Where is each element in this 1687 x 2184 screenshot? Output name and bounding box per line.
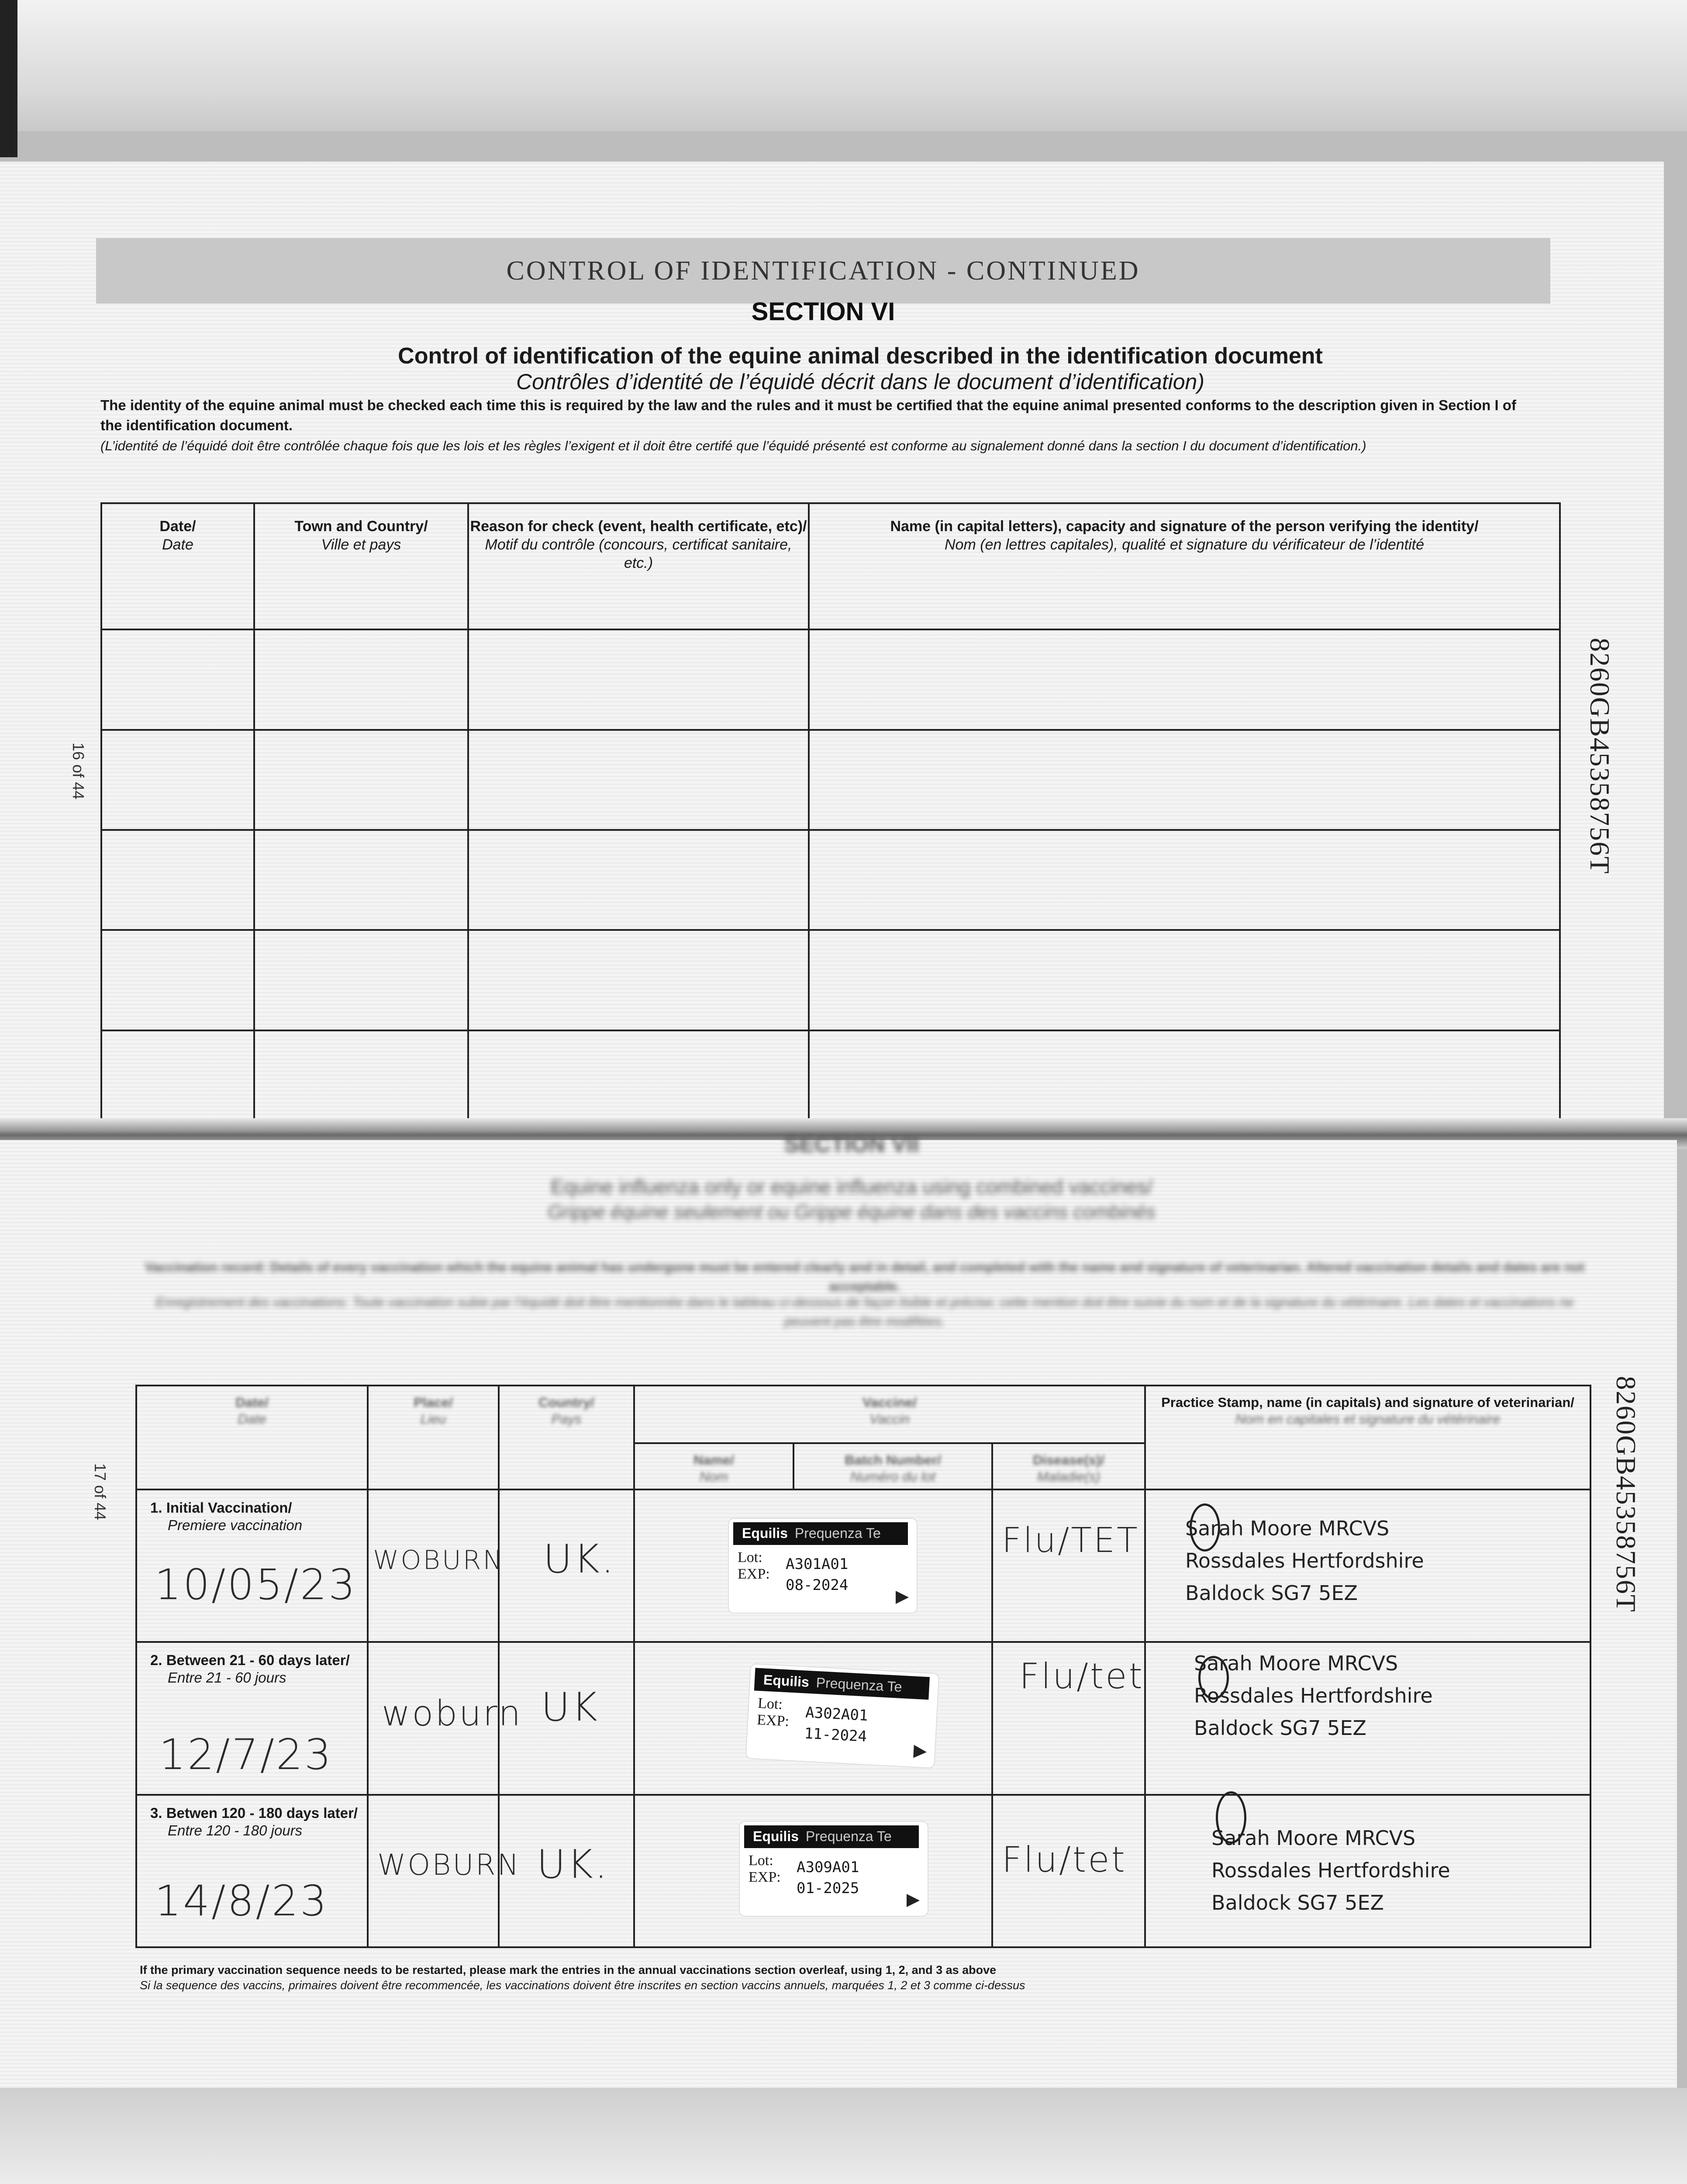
- scan-background-top: [0, 0, 1687, 131]
- vaccine-batch-sticker: Equilis Prequenza Te Lot: EXP: A302A01 11-2024: [746, 1664, 939, 1768]
- page-number-16: 16 of 44: [69, 743, 87, 800]
- batch-number: A301A01: [786, 1555, 849, 1573]
- table-row: [101, 830, 1560, 930]
- column-header-date: Date/ Date: [136, 1386, 368, 1489]
- date-cell: 1. Initial Vaccination/ Premiere vaccination 10/05/23: [136, 1489, 368, 1642]
- handwritten-place: WOBURN: [373, 1545, 504, 1576]
- date-cell: 3. Betwen 120 - 180 days later/ Entre 120 - 180 jours 14/8/23: [136, 1795, 368, 1947]
- expiry-date: 08-2024: [786, 1576, 849, 1594]
- footnote-en: If the primary vaccination sequence needs to be restarted, please mark the entries in the annual vaccinations section overleaf, using 1, 2, and 3 as above: [140, 1963, 997, 1977]
- handwritten-country: UK.: [543, 1536, 616, 1582]
- table-header-row: [101, 503, 1560, 629]
- table-row: [136, 1642, 1590, 1794]
- table-row: [101, 629, 1560, 729]
- column-header-country: Country/ Pays: [499, 1386, 634, 1489]
- column-header-reason: Reason for check (event, health certificate, etc)/ Motif du contrôle (concours, certificat sanitaire, etc.): [468, 503, 809, 629]
- section-subtitle-fr: Contrôles d’identité de l’équidé décrit dans le document d’identification): [516, 370, 1204, 394]
- vaccine-sticker-cell: [634, 1642, 992, 1794]
- handwritten-date: 12/7/23: [159, 1730, 333, 1780]
- country-cell: [499, 1489, 634, 1642]
- batch-number: A309A01: [797, 1858, 859, 1876]
- sticker-tab-icon: [913, 1745, 927, 1759]
- passport-id-code-bottom: 8260GB45358756T: [1611, 1376, 1642, 1613]
- table-row: [101, 1030, 1560, 1130]
- practice-stamp-cell: [1145, 1642, 1590, 1794]
- intro-text-fr: (L’identité de l’équidé doit être contrôlée chaque fois que les lois et les règles l’exigent et il doit être certifé que l’équidé présenté est conforme au signalement donné dans la section I du document d’identification.): [100, 438, 1366, 453]
- handwritten-disease: Flu/tet: [1002, 1839, 1127, 1880]
- handwritten-place: WOBURN: [377, 1848, 521, 1882]
- scanner-edge: [0, 0, 17, 157]
- vet-address: Baldock SG7 5EZ: [1194, 1716, 1367, 1740]
- vaccination-intro-fr: Enregistrement des vaccinations: Toute vaccination subie par l’équidé doit être mentionnée dans le tableau ci-dessous de façon lisible et précise; cette mention doit être suivie du nom et de la signature du vétérinaire. Les dates et vaccinations ne peuvent pas être modifiées.: [155, 1295, 1574, 1329]
- country-cell: [499, 1795, 634, 1947]
- handwritten-country: UK.: [537, 1841, 609, 1887]
- vet-practice: Rossdales Hertfordshire: [1211, 1858, 1450, 1882]
- column-header-date: Date/ Date: [101, 503, 254, 629]
- table-row: [101, 730, 1560, 830]
- place-cell: [368, 1795, 521, 1947]
- table-row: [136, 1795, 1590, 1947]
- disease-cell: [992, 1642, 1145, 1794]
- vaccine-batch-sticker: Equilis Prequenza Te Lot: EXP: A309A01 01-2025: [740, 1822, 928, 1916]
- column-header-practice-stamp: Practice Stamp, name (in capitals) and signature of veterinarian/ Nom en capitales et signature du vétérinaire: [1145, 1386, 1590, 1489]
- section-vii-subtitle-en: Equine influenza only or equine influenza using combined vaccines/: [550, 1175, 1153, 1198]
- section-vii-title: SECTION VII: [784, 1132, 919, 1157]
- handwritten-country: UK: [541, 1684, 599, 1731]
- expiry-date: 11-2024: [804, 1724, 867, 1746]
- practice-stamp-cell: [1145, 1489, 1590, 1642]
- scan-background-bottom: [0, 2088, 1687, 2184]
- table-row: [136, 1489, 1590, 1642]
- vet-name: Sarah Moore MRCVS: [1185, 1516, 1390, 1540]
- vet-address: Baldock SG7 5EZ: [1211, 1890, 1384, 1914]
- intro-text-en: The identity of the equine animal must be checked each time this is required by the law and the rules and it must be certified that the equine animal presented conforms to the description given in Section I of the identification document.: [100, 397, 1516, 433]
- handwritten-disease: Flu/tet: [1019, 1656, 1144, 1697]
- sticker-tab-icon: [896, 1591, 909, 1604]
- disease-cell: [992, 1795, 1145, 1947]
- vet-name: Sarah Moore MRCVS: [1211, 1826, 1416, 1850]
- handwritten-date: 10/05/23: [155, 1560, 357, 1609]
- section-subtitle-en: Control of identification of the equine animal described in the identification document: [398, 343, 1323, 369]
- vet-practice: Rossdales Hertfordshire: [1194, 1684, 1433, 1708]
- vaccination-intro-en: Vaccination record: Details of every vaccination which the equine animal has undergone must be entered clearly and in detail, and completed with the name and signature of veterinarian. Altered vaccination details and dates are not acceptable.: [145, 1260, 1585, 1294]
- column-header-vaccine: Vaccine/ Vaccin: [634, 1386, 1145, 1443]
- vaccination-record-table: [135, 1385, 1591, 1948]
- table-row: [101, 930, 1560, 1030]
- column-header-disease: Disease(s)/ Maladie(s): [992, 1443, 1145, 1489]
- country-cell: [499, 1642, 634, 1794]
- expiry-date: 01-2025: [797, 1879, 859, 1897]
- footnote-fr: Si la sequence des vaccins, primaires doivent être recommencée, les vaccinations doivent être inscrites en section vaccins annuels, marquées 1, 2 et 3 comme ci-dessus: [140, 1979, 1025, 1992]
- vet-practice: Rossdales Hertfordshire: [1185, 1548, 1424, 1572]
- section-vii-subtitle-fr: Grippe équine seulement ou Grippe équine dans des vaccins combinés: [548, 1201, 1156, 1223]
- disease-cell: [992, 1489, 1145, 1642]
- handwritten-disease: Flu/TET: [1002, 1521, 1139, 1560]
- identification-check-table: [100, 502, 1561, 1131]
- handwritten-date: 14/8/23: [155, 1876, 329, 1925]
- place-cell: [368, 1642, 523, 1794]
- vet-stamp: [1194, 1647, 1433, 1744]
- handwritten-place: woburn: [382, 1693, 523, 1734]
- column-header-verifier: Name (in capital letters), capacity and signature of the person verifying the identity/ Nom (en lettres capitales), qualité et signature du vérificateur de l’identité: [809, 503, 1560, 629]
- vaccine-sticker-cell: [634, 1795, 992, 1947]
- batch-number: A302A01: [805, 1704, 869, 1725]
- practice-stamp-cell: [1145, 1795, 1590, 1947]
- passport-id-code-top: 8260GB45358756T: [1584, 638, 1615, 874]
- column-header-town-country: Town and Country/ Ville et pays: [254, 503, 468, 629]
- table-header-row: [136, 1386, 1590, 1443]
- column-header-batch-number: Batch Number/ Numéro du lot: [793, 1443, 992, 1489]
- place-cell: [368, 1489, 504, 1642]
- sticker-tab-icon: [907, 1894, 920, 1907]
- vet-address: Baldock SG7 5EZ: [1185, 1581, 1358, 1605]
- vaccine-batch-sticker: Equilis Prequenza Te Lot: EXP: A301A01 08-2024: [729, 1519, 917, 1613]
- vaccine-sticker-cell: [634, 1489, 992, 1642]
- column-header-vaccine-name: Name/ Nom: [634, 1443, 793, 1489]
- vet-stamp: [1211, 1822, 1450, 1919]
- section-banner: CONTROL OF IDENTIFICATION - CONTINUED: [96, 238, 1550, 304]
- date-cell: 2. Between 21 - 60 days later/ Entre 21 - 60 jours 12/7/23: [136, 1642, 368, 1794]
- page-number-17: 17 of 44: [91, 1463, 109, 1521]
- vet-name: Sarah Moore MRCVS: [1194, 1652, 1398, 1676]
- section-title: SECTION VI: [751, 297, 895, 326]
- vet-stamp: [1185, 1512, 1424, 1609]
- column-header-place: Place/ Lieu: [368, 1386, 499, 1489]
